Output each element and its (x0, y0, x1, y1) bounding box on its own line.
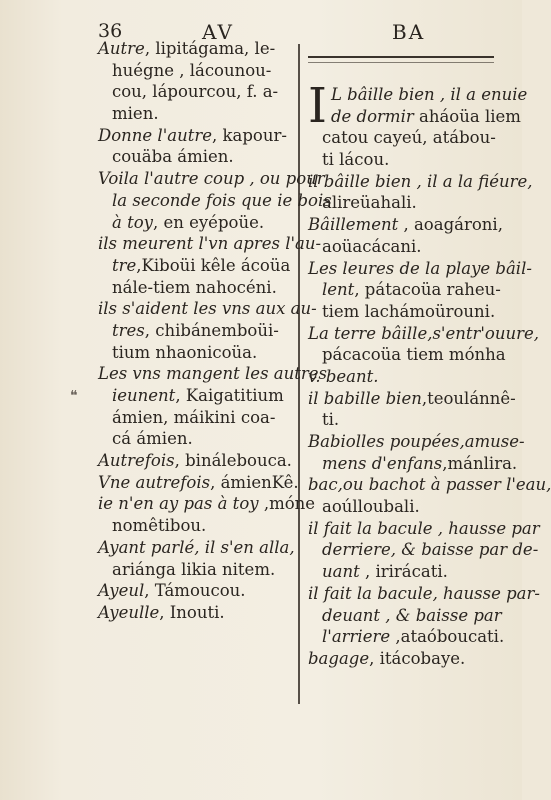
drop-capital: I (308, 78, 327, 134)
text-line (98, 363, 328, 385)
carib-translation: tium nhaonicoüa. (112, 342, 258, 362)
text-line (98, 255, 294, 277)
text-line (98, 38, 294, 60)
french-term: Ayant parlé, il s'en alla, (98, 537, 295, 557)
text-line (308, 171, 533, 193)
french-term: bagage (308, 648, 370, 668)
carib-translation: cou, lápourcou, f. a- (112, 82, 279, 102)
french-term: à toy (112, 212, 153, 232)
carib-translation: ti. (322, 410, 340, 430)
french-term: de dormir (330, 106, 414, 126)
carib-translation: , en eyépoüe. (152, 212, 265, 232)
text-line (308, 539, 539, 561)
text-line (308, 258, 532, 280)
carib-translation: , pátacoüa raheu- (354, 280, 501, 300)
french-term: Ayeulle (98, 602, 160, 622)
carib-translation: couäba ámien. (112, 147, 234, 167)
left-heading: AV (202, 20, 234, 44)
french-term: ils meurent l'vn apres l'au- (98, 234, 322, 254)
carib-translation: , ámienKê. (210, 472, 299, 492)
text-line (308, 626, 508, 648)
text-line (98, 277, 294, 299)
text-line (98, 125, 294, 147)
text-line (308, 214, 508, 236)
text-line (308, 236, 508, 258)
french-term: deuant , & baisse par (322, 605, 502, 625)
carib-translation: , Kaigatitium (175, 386, 284, 405)
french-term: uant (322, 562, 360, 582)
carib-translation: , Inouti. (159, 602, 225, 622)
carib-translation: , kapour- (212, 125, 287, 145)
text-line (308, 648, 508, 670)
text-line (308, 323, 539, 345)
carib-translation: ámien, máikini coa- (112, 407, 276, 427)
text-line (308, 474, 551, 496)
left-column (98, 38, 332, 624)
text-line (98, 298, 317, 320)
carib-translation: tiem lachámoürouni. (322, 301, 496, 321)
carib-translation: ,móne (258, 494, 316, 514)
carib-translation: , Támoucou. (144, 581, 246, 601)
carib-translation: huégne , lácounou- (112, 60, 272, 80)
carib-translation: nále-tiem nahocéni. (112, 277, 277, 297)
carib-translation: nomêtibou. (112, 516, 207, 536)
french-term: lent (322, 280, 355, 300)
french-term: Vne autrefois (98, 472, 211, 492)
text-line (308, 344, 508, 366)
page-number: 36 (98, 20, 123, 42)
french-term: il bâille bien , il a la fiéure, (308, 171, 533, 191)
french-term: la seconde fois que ie bois (112, 190, 332, 210)
text-line (308, 561, 508, 583)
french-term: il babille bien (308, 388, 422, 408)
french-term: Bâillement (308, 215, 399, 235)
text-line (308, 192, 508, 214)
text-line (308, 409, 508, 431)
text-line (308, 431, 525, 453)
text-line (308, 127, 508, 149)
section-rule (308, 56, 494, 58)
right-column (308, 78, 551, 670)
french-term: Donne l'autre (98, 125, 212, 145)
margin-mark: ❝ (70, 388, 78, 404)
carib-translation: , irirácati. (359, 562, 448, 582)
carib-translation: ariánga likia nitem. (112, 559, 276, 579)
text-line (98, 212, 294, 234)
text-line (308, 106, 521, 128)
text-line (98, 450, 294, 472)
text-line (98, 81, 294, 103)
carib-translation: ,teoulánnê- (421, 388, 516, 408)
text-line (308, 583, 540, 605)
text-line (308, 518, 540, 540)
french-term: tres (112, 320, 145, 340)
french-term: l'arriere (322, 627, 391, 647)
carib-translation: ,mánlira. (442, 453, 518, 473)
text-line (98, 428, 294, 450)
text-line (308, 605, 508, 627)
text-line (98, 602, 294, 624)
french-term: La terre bâille,s'entr'ouure, (308, 323, 539, 343)
text-line (98, 580, 294, 602)
carib-translation: cá ámien. (112, 429, 193, 449)
text-line (308, 149, 508, 171)
text-line (98, 342, 294, 364)
text-line (98, 146, 294, 168)
french-term: Babiolles poupées,amuse- (308, 432, 525, 451)
text-line (98, 190, 332, 212)
carib-translation: pácacoüa tiem mónha (322, 345, 506, 365)
text-line (308, 366, 508, 388)
french-term: Autrefois (98, 451, 175, 471)
french-term: bac,ou bachot à passer l'eau, (308, 475, 551, 495)
carib-translation: alireüahali. (322, 193, 417, 213)
french-term: Les vns mangent les autres (98, 364, 328, 384)
french-term: Les leures de la playe bâil- (308, 258, 532, 278)
carib-translation: ,ataóboucati. (390, 627, 505, 647)
carib-translation: catou cayeú, atábou- (322, 128, 496, 148)
french-term: tre (112, 255, 137, 275)
french-term: L bâille bien , il a enuie (330, 85, 528, 104)
text-line (98, 168, 325, 190)
text-line (98, 515, 294, 537)
french-term: Autre (98, 39, 145, 58)
text-line (98, 493, 316, 515)
carib-translation: , itácobaye. (369, 648, 466, 668)
french-term: ils s'aident les vns aux au- (98, 299, 317, 319)
text-line (98, 559, 294, 581)
text-line (98, 472, 299, 494)
carib-translation: aoúlloubali. (322, 497, 420, 517)
text-line (308, 453, 518, 475)
text-line (308, 301, 508, 323)
text-line (308, 279, 508, 301)
section-rule-thin (308, 62, 494, 63)
text-line (98, 320, 294, 342)
french-term: mens d'enfans (322, 453, 443, 473)
carib-translation: , lipitágama, le- (144, 39, 276, 58)
french-term: il fait la bacule, hausse par- (308, 583, 540, 603)
carib-translation: ti lácou. (322, 150, 390, 170)
french-term: ie n'en ay pas à toy (98, 494, 259, 514)
carib-translation: mien. (112, 104, 159, 124)
french-term: Voila l'autre coup , ou pour (98, 169, 325, 189)
right-heading: BA (392, 20, 426, 44)
carib-translation: , aoagároni, (398, 215, 503, 235)
french-term: v. beant. (308, 366, 379, 386)
text-line (98, 537, 294, 559)
carib-translation: , binálebouca. (174, 451, 292, 471)
french-term: il fait la bacule , hausse par (308, 518, 540, 538)
french-term: derriere, & baisse par de- (322, 540, 539, 560)
text-line (308, 496, 508, 518)
french-term: ieunent (112, 386, 176, 405)
text-line (308, 84, 528, 106)
text-line (98, 233, 322, 255)
text-line (98, 385, 294, 407)
carib-translation: , chibánemboüi- (144, 320, 279, 340)
carib-translation: ,Kiboüi kêle ácoüa (136, 255, 291, 275)
text-line (98, 407, 294, 429)
text-line (98, 103, 294, 125)
text-line (308, 388, 516, 410)
french-term: Ayeul (98, 581, 145, 601)
carib-translation: aoüacácani. (322, 236, 422, 256)
carib-translation: aháoüa liem (413, 106, 521, 126)
text-line (98, 60, 294, 82)
